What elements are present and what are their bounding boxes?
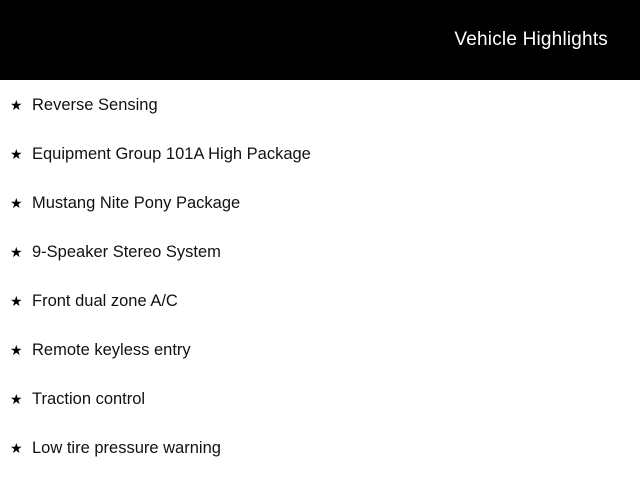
- list-item-label: Mustang Nite Pony Package: [32, 194, 241, 212]
- star-icon: ★: [10, 342, 23, 358]
- list-item: [0, 145, 640, 194]
- list-item: [0, 292, 640, 341]
- list-item-label: Equipment Group 101A High Package: [32, 145, 311, 163]
- list-item-label: Reverse Sensing: [32, 96, 158, 114]
- list-item: [0, 96, 640, 145]
- star-icon: ★: [10, 195, 23, 211]
- star-icon: ★: [10, 97, 23, 113]
- list-item: [0, 439, 640, 488]
- star-icon: ★: [10, 293, 23, 309]
- list-item: [0, 341, 640, 390]
- page-title: Vehicle Highlights: [454, 29, 608, 50]
- list-item-label: Front dual zone A/C: [32, 292, 178, 310]
- list-item-label: 9-Speaker Stereo System: [32, 243, 221, 261]
- vehicle-highlights-list: [0, 80, 640, 488]
- list-item: [0, 243, 640, 292]
- star-icon: ★: [10, 391, 23, 407]
- star-icon: ★: [10, 146, 23, 162]
- list-item: [0, 390, 640, 439]
- list-item-label: Remote keyless entry: [32, 341, 191, 359]
- list-item-label: Low tire pressure warning: [32, 439, 221, 457]
- list-item: [0, 194, 640, 243]
- star-icon: ★: [10, 244, 23, 260]
- star-icon: ★: [10, 440, 23, 456]
- list-item-label: Traction control: [32, 390, 146, 408]
- header-bar: [0, 0, 640, 80]
